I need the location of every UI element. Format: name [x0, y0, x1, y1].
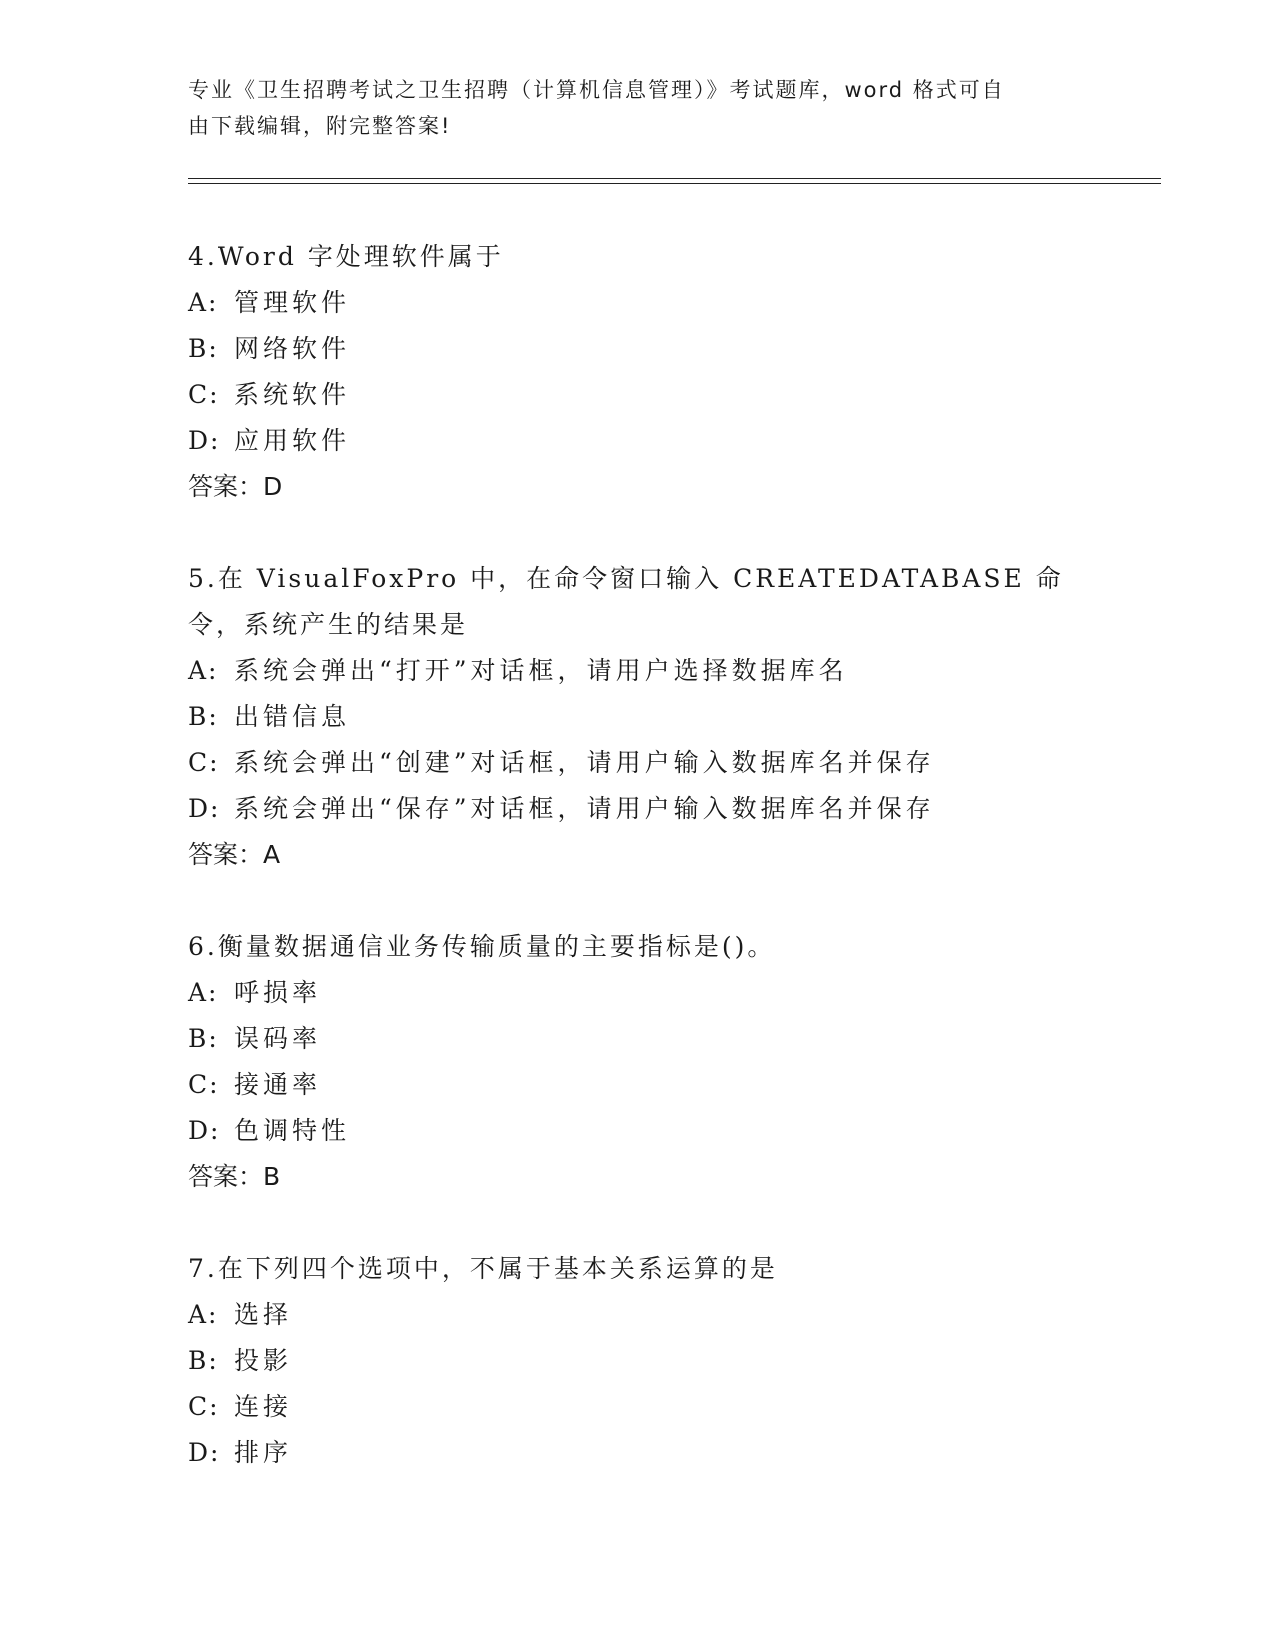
option-key: B:: [188, 702, 219, 731]
option-key: A:: [188, 288, 219, 317]
option-text: 排序: [234, 1438, 293, 1467]
question-title: 4.Word 字处理软件属于: [188, 242, 504, 271]
option-d: [188, 1108, 1088, 1154]
option-text: 系统会弹出“创建”对话框，请用户输入数据库名并保存: [234, 748, 935, 777]
question-7: [188, 1246, 1088, 1476]
option-c: [188, 740, 1088, 786]
option-text: 呼损率: [234, 978, 322, 1007]
option-text: 网络软件: [234, 334, 351, 363]
option-key: C:: [188, 1070, 220, 1099]
option-text: 应用软件: [234, 426, 351, 455]
question-title: 6.衡量数据通信业务传输质量的主要指标是()。: [188, 932, 776, 961]
option-text: 出错信息: [234, 702, 351, 731]
option-c: [188, 372, 1088, 418]
answer-line: 答案：A: [188, 840, 281, 869]
question-5: [188, 556, 1088, 878]
option-text: 选择: [234, 1300, 293, 1329]
option-text: 接通率: [234, 1070, 322, 1099]
question-6: [188, 924, 1088, 1200]
option-b: [188, 1016, 1088, 1062]
option-key: D:: [188, 426, 221, 455]
option-d: [188, 1430, 1088, 1476]
option-key: A:: [188, 656, 219, 685]
option-text: 管理软件: [234, 288, 351, 317]
header-line-1: 专业《卫生招聘考试之卫生招聘（计算机信息管理）》考试题库，word 格式可自: [188, 78, 1005, 102]
option-b: [188, 694, 1088, 740]
option-a: [188, 970, 1088, 1016]
header-divider-top: [188, 178, 1161, 179]
option-text: 误码率: [234, 1024, 322, 1053]
option-b: [188, 1338, 1088, 1384]
option-c: [188, 1062, 1088, 1108]
option-key: D:: [188, 1438, 221, 1467]
option-c: [188, 1384, 1088, 1430]
option-key: D:: [188, 794, 221, 823]
option-a: [188, 280, 1088, 326]
option-text: 色调特性: [234, 1116, 351, 1145]
question-title: 5.在 VisualFoxPro 中，在命令窗口输入 CREATEDATABASE 命令，系统产生的结果是: [188, 564, 1064, 639]
option-key: B:: [188, 334, 219, 363]
option-a: [188, 1292, 1088, 1338]
question-list: [188, 234, 1088, 1522]
question-4: [188, 234, 1088, 510]
option-key: C:: [188, 380, 220, 409]
header-divider-bottom: [188, 183, 1161, 184]
option-key: B:: [188, 1346, 219, 1375]
option-text: 连接: [234, 1392, 293, 1421]
answer-line: 答案：B: [188, 1162, 281, 1191]
header-line-2: 由下载编辑，附完整答案!: [188, 114, 452, 138]
option-text: 系统会弹出“保存”对话框，请用户输入数据库名并保存: [234, 794, 935, 823]
option-key: C:: [188, 1392, 220, 1421]
option-key: A:: [188, 978, 219, 1007]
option-text: 投影: [234, 1346, 293, 1375]
answer-line: 答案：D: [188, 472, 283, 501]
document-header: [188, 72, 1078, 144]
option-key: C:: [188, 748, 220, 777]
option-d: [188, 418, 1088, 464]
option-d: [188, 786, 1088, 832]
option-key: A:: [188, 1300, 219, 1329]
option-text: 系统软件: [234, 380, 351, 409]
option-a: [188, 648, 1088, 694]
question-title: 7.在下列四个选项中，不属于基本关系运算的是: [188, 1254, 778, 1283]
option-key: D:: [188, 1116, 221, 1145]
option-b: [188, 326, 1088, 372]
option-key: B:: [188, 1024, 219, 1053]
option-text: 系统会弹出“打开”对话框，请用户选择数据库名: [234, 656, 848, 685]
